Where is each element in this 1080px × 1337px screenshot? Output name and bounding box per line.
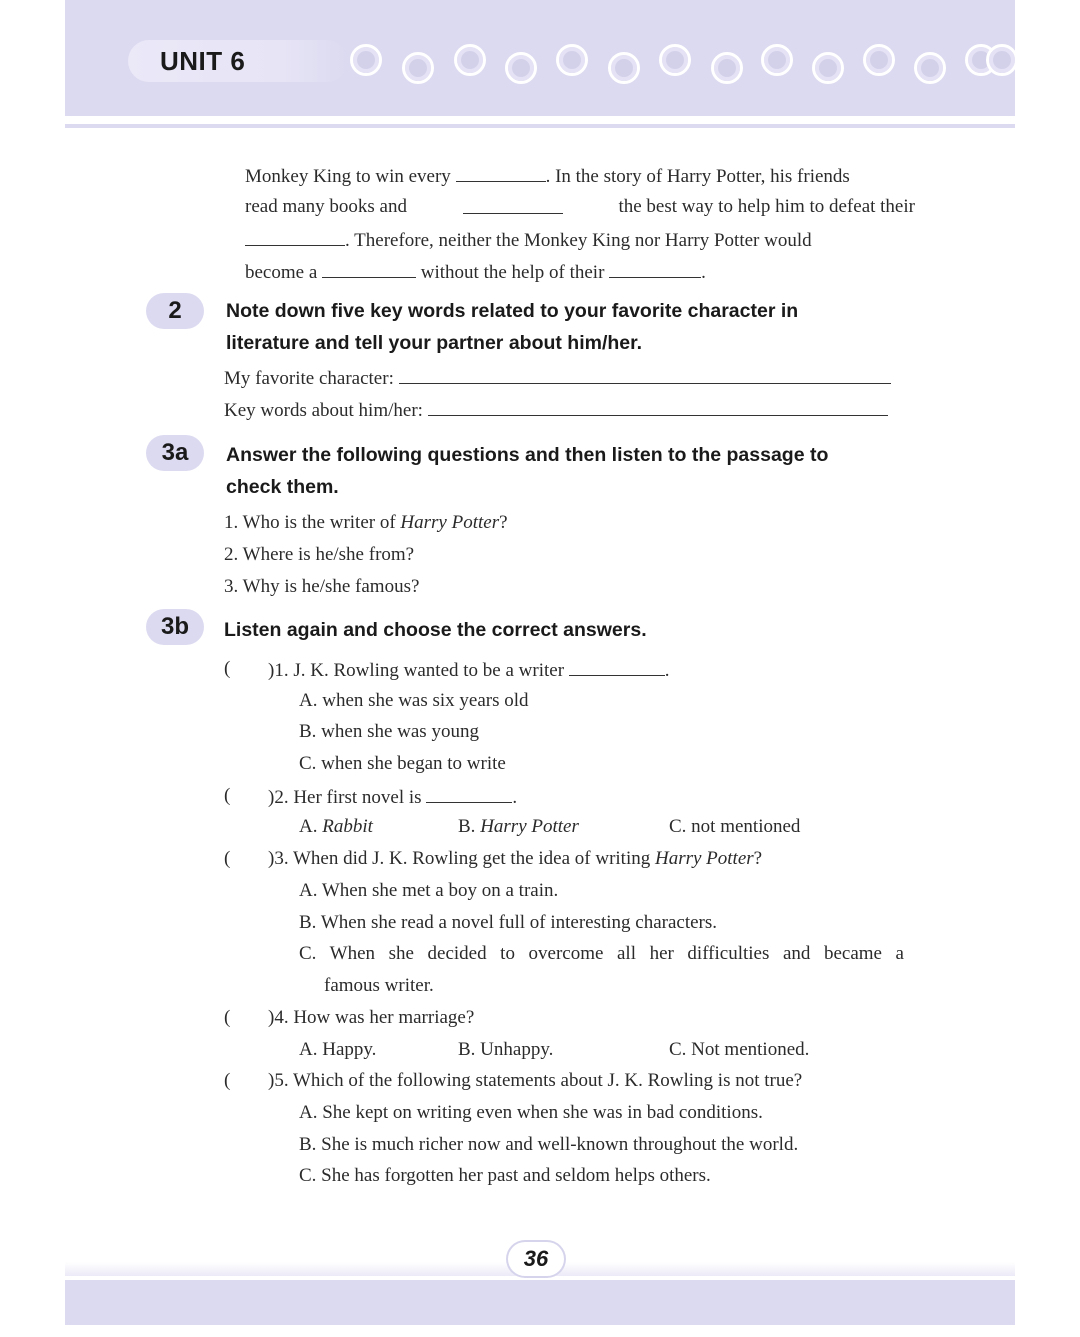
option-a[interactable]: A. She kept on writing even when she was in bad conditions. bbox=[299, 1102, 763, 1123]
question-3b-5: )5. Which of the following statements about J. K. Rowling is not true? bbox=[268, 1070, 803, 1091]
section-3a-instruction-line2: check them. bbox=[226, 476, 339, 498]
answer-blank[interactable] bbox=[456, 163, 546, 182]
option-a[interactable] bbox=[299, 815, 373, 839]
ring-icon bbox=[812, 52, 844, 84]
book-title: Rabbit bbox=[322, 816, 373, 837]
passage-line-2 bbox=[245, 195, 915, 219]
question-text: )2. Her first novel is bbox=[268, 787, 422, 808]
answer-bracket[interactable]: ( bbox=[224, 658, 231, 679]
passage-text: Monkey King to win every bbox=[245, 166, 451, 187]
footer-band bbox=[65, 1280, 1015, 1325]
section-3a-instruction-line1: Answer the following questions and then listen to the passage to bbox=[226, 444, 829, 466]
answer-blank[interactable] bbox=[245, 227, 345, 246]
book-title: Harry Potter bbox=[400, 512, 500, 533]
passage-text: read many books and bbox=[245, 196, 407, 217]
passage-line-1 bbox=[245, 163, 915, 189]
answer-bracket[interactable]: ( bbox=[224, 848, 231, 869]
question-text: )3. When did J. K. Rowling get the idea of writing bbox=[268, 848, 651, 869]
option-b[interactable]: B. She is much richer now and well-known throughout the world. bbox=[299, 1134, 799, 1155]
answer-bracket[interactable]: ( bbox=[224, 785, 231, 806]
question-text: ? bbox=[499, 512, 508, 533]
ring-icon bbox=[659, 44, 691, 76]
field-label: Key words about him/her: bbox=[224, 400, 423, 421]
unit-title: UNIT 6 bbox=[160, 46, 246, 76]
option-c[interactable]: C. not mentioned bbox=[669, 816, 801, 837]
question-text: )1. J. K. Rowling wanted to be a writer bbox=[268, 660, 565, 681]
option-c[interactable]: C. when she began to write bbox=[299, 753, 506, 774]
passage-text: become a bbox=[245, 262, 318, 283]
ring-icon bbox=[454, 44, 486, 76]
answer-blank[interactable] bbox=[426, 784, 512, 803]
option-c[interactable]: C. She has forgotten her past and seldom helps others. bbox=[299, 1165, 711, 1186]
question-3a-3: 3. Why is he/she famous? bbox=[224, 576, 420, 597]
option-a[interactable]: A. when she was six years old bbox=[299, 690, 529, 711]
option-c[interactable]: C. Not mentioned. bbox=[669, 1039, 810, 1060]
question-3a-1 bbox=[224, 511, 508, 535]
passage-text: without the help of their bbox=[420, 262, 605, 283]
key-words-input[interactable] bbox=[428, 397, 888, 416]
book-title: Harry Potter bbox=[480, 816, 579, 837]
answer-blank[interactable] bbox=[609, 259, 701, 278]
option-b[interactable] bbox=[458, 815, 579, 839]
option-b[interactable]: B. Unhappy. bbox=[458, 1039, 554, 1060]
passage-text: the best way to help him to defeat their bbox=[618, 196, 915, 217]
passage-text: . Therefore, neither the Monkey King nor Harry Potter would bbox=[345, 230, 812, 251]
answer-bracket[interactable]: ( bbox=[224, 1070, 231, 1091]
ring-icon bbox=[761, 44, 793, 76]
page-number-badge bbox=[508, 1242, 564, 1276]
field-label: My favorite character: bbox=[224, 368, 394, 389]
ring-icon bbox=[711, 52, 743, 84]
header-divider bbox=[65, 124, 1015, 128]
ring-icon bbox=[986, 44, 1018, 76]
question-text: . bbox=[664, 660, 670, 681]
option-letter: A. bbox=[299, 816, 318, 837]
section-2-instruction-line2: literature and tell your partner about him/her. bbox=[226, 332, 643, 354]
ring-icon bbox=[505, 52, 537, 84]
section-2-instruction-line1: Note down five key words related to your favorite character in bbox=[226, 300, 799, 322]
ring-icon bbox=[914, 52, 946, 84]
question-text: 1. Who is the writer of bbox=[224, 512, 396, 533]
option-a[interactable]: A. When she met a boy on a train. bbox=[299, 880, 559, 901]
answer-blank[interactable] bbox=[569, 657, 665, 676]
answer-bracket[interactable]: ( bbox=[224, 1007, 231, 1028]
passage-line-3 bbox=[245, 227, 915, 253]
book-title: Harry Potter bbox=[654, 848, 754, 869]
option-b[interactable]: B. when she was young bbox=[299, 721, 479, 742]
page-number: 36 bbox=[523, 1246, 549, 1271]
section-3b-instruction: Listen again and choose the correct answers. bbox=[224, 619, 647, 641]
passage-text: . In the story of Harry Potter, his friends bbox=[545, 166, 850, 187]
favorite-character-field bbox=[224, 365, 891, 391]
question-3b-2 bbox=[268, 784, 517, 810]
section-badge-2: 2 bbox=[146, 293, 204, 329]
ring-icon bbox=[608, 52, 640, 84]
option-a[interactable]: A. Happy. bbox=[299, 1039, 377, 1060]
favorite-character-input[interactable] bbox=[399, 365, 891, 384]
question-text: ? bbox=[753, 848, 763, 869]
question-3b-3 bbox=[268, 847, 762, 871]
ring-icon bbox=[350, 44, 382, 76]
decorative-rings bbox=[350, 42, 1015, 86]
section-badge-3b: 3b bbox=[146, 609, 204, 645]
answer-blank[interactable] bbox=[463, 195, 563, 214]
option-c[interactable]: C. When she decided to overcome all her difficulties and became a bbox=[299, 943, 904, 964]
section-badge-3a: 3a bbox=[146, 435, 204, 471]
question-3a-2: 2. Where is he/she from? bbox=[224, 544, 415, 565]
question-3b-4: )4. How was her marriage? bbox=[268, 1007, 475, 1028]
question-text: . bbox=[512, 787, 518, 808]
ring-icon bbox=[556, 44, 588, 76]
option-letter: B. bbox=[458, 816, 476, 837]
key-words-field bbox=[224, 397, 888, 423]
option-b[interactable]: B. When she read a novel full of interesting characters. bbox=[299, 912, 718, 933]
passage-text: . bbox=[701, 262, 706, 283]
question-3b-1 bbox=[268, 657, 670, 683]
option-c-continuation[interactable]: famous writer. bbox=[324, 975, 434, 996]
ring-icon bbox=[402, 52, 434, 84]
ring-icon bbox=[863, 44, 895, 76]
answer-blank[interactable] bbox=[322, 259, 416, 278]
passage-line-4 bbox=[245, 259, 706, 285]
